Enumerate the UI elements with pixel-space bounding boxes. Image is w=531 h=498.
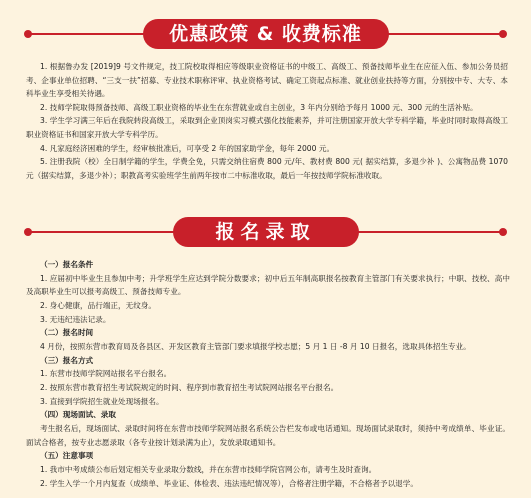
- policies-section: [26, 60, 508, 182]
- section-title-policies: 优惠政策 & 收费标准: [143, 19, 389, 49]
- section-title-admission: 报名录取: [173, 217, 359, 247]
- subheading-notes: （五）注意事项: [40, 451, 94, 461]
- list-item: 考生报名后，现场面试、录取时间将在东营市技师学院网站报名系统公告栏发布或电话通知。现场面试录取时，须持中考成绩单、毕业证。面试合格者，按专业志愿录取（各专业按计划录满为止），发放录取通知书。: [26, 423, 510, 447]
- dot-right: [499, 228, 507, 236]
- list-item: 4 月份，按照东营市教育局及各县区、开发区教育主管部门要求填报学校志愿；5 月 1 日 -8 月 10 日报名，选取具体招生专业。: [40, 341, 471, 351]
- list-item: 2. 学生入学一个月内复查（成绩单、毕业证、体检表、违法违纪情况等），合格者注册学籍，不合格者予以退学。: [40, 478, 418, 488]
- list-item: 3. 无违纪违法记录。: [40, 314, 111, 324]
- subheading-conditions: （一）报名条件: [40, 260, 94, 269]
- subheading-methods: （三）报名方式: [40, 355, 94, 365]
- list-item: 1. 我市中考成绩公布后划定相关专业录取分数线，并在东营市技师学院官网公布，请考生及时查询。: [40, 464, 377, 474]
- admission-section: [26, 258, 510, 490]
- dot-left: [24, 228, 32, 236]
- list-item: 1. 东营市技师学院网站报名平台报名。: [40, 369, 172, 379]
- policy-item: 5. 注册我院（校）全日制学籍的学生，学费全免，只需交纳住宿费 800 元/年、教材费 800 元( 据实结算，多退少补 )、公寓物品费 1070 元（据实结算，多退少补）；职教高考实验班学生前两年按市二中标准收取，最后一年按技师学院标准收取。: [26, 157, 508, 180]
- subheading-interview: （四）现场面试、录取: [40, 410, 116, 420]
- subheading-time: （二）报名时间: [40, 328, 94, 338]
- policy-item: 3. 学生学习满三年后在我院转段高级工，采取到企业顶岗实习模式强化技能素养，并可注册国家开放大学专科学籍，毕业时同时取得高级工职业资格证书和国家开放大学专科学历。: [26, 116, 508, 139]
- list-item: 2. 身心健康，品行端正，无纹身。: [40, 300, 156, 310]
- banner-admission: [0, 215, 531, 249]
- list-item: 1. 应届初中毕业生且参加中考；升学班学生应达到学院分数要求；初中后五年制高职报名按教育主管部门有关要求执行；中职、技校、高中及高职毕业生可以报考高级工、预备技师专业。: [26, 273, 510, 297]
- policy-item: 4. 凡家庭经济困难的学生，经审核批准后，可享受 2 年的国家助学金，每年 2000 元。: [40, 143, 335, 153]
- policy-item: 2. 技师学院取得预备技师、高级工职业资格的毕业生在东营就业或自主创业，3 年内分别给予每月 1000 元、300 元的生活补贴。: [40, 102, 478, 112]
- policy-item: 1. 根据鲁办发 [2019]9 号文件规定，技工院校取得相应等级职业资格证书的中级工、高级工、预备技师毕业生在应征入伍、参加公务员招考、企事业单位招聘、“三支一扶”招募、专业技术职称评审、执业资格考试、确定工资起点标准、就业创业扶持等方面，分别按中专、大专、本科毕业生享受相关待遇。: [26, 62, 508, 99]
- list-item: 3. 直接到学院招生就业处现场报名。: [40, 396, 164, 406]
- dot-left: [24, 30, 32, 38]
- dot-right: [499, 30, 507, 38]
- banner-preferential-policies: [0, 17, 531, 51]
- list-item: 2. 按照东营市教育招生考试院规定的时间、程序到市教育招生考试院网站报名平台报名。: [40, 382, 339, 392]
